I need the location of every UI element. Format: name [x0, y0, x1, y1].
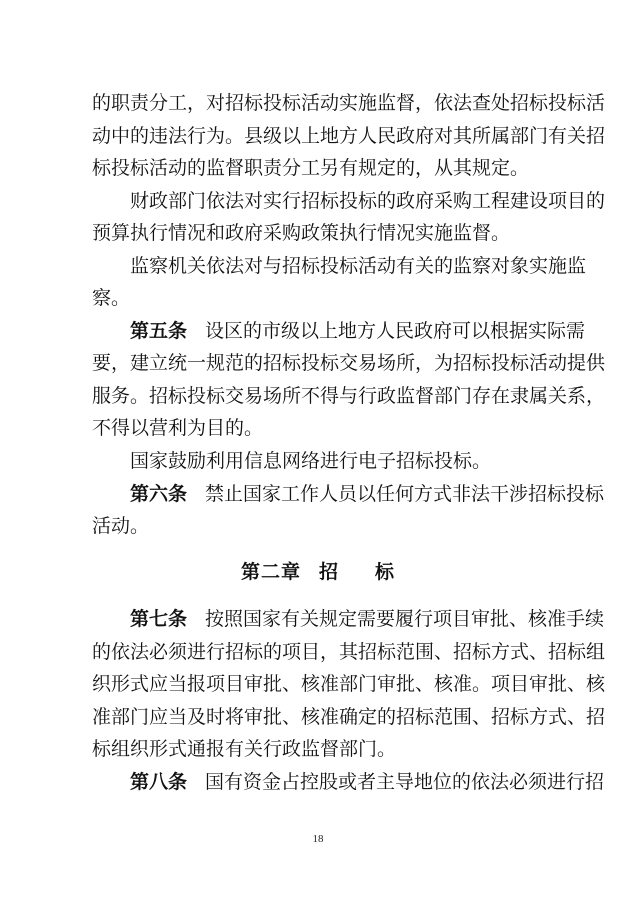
body-text-line: 国家鼓励利用信息网络进行电子招标投标。 — [130, 450, 492, 472]
body-text-line: 标投标活动的监督职责分工另有规定的，从其规定。 — [92, 157, 530, 179]
body-text-line: 察。 — [92, 287, 131, 309]
chapter-number: 第二章 — [240, 561, 301, 583]
body-text-line: 标组织形式通报有关行政监督部门。 — [92, 738, 397, 760]
article-7-text: 按照国家有关规定需要履行项目审批、核准手续 — [205, 608, 605, 630]
article-7-first-line — [130, 604, 605, 634]
body-text-line: 动中的违法行为。县级以上地方人民政府对其所属部门有关招 — [92, 125, 606, 147]
body-text-line: 不得以营利为目的。 — [92, 417, 264, 439]
body-text-line: 监察机关依法对与招标投标活动有关的监察对象实施监 — [130, 255, 587, 277]
body-text-line: 要，建立统一规范的招标投标交易场所，为招标投标活动提供 — [92, 352, 606, 374]
page-number: 18 — [312, 833, 324, 845]
body-text-line: 织形式应当报项目审批、核准部门审批、核准。项目审批、核 — [92, 673, 606, 695]
body-text-line: 财政部门依法对实行招标投标的政府采购工程建设项目的 — [130, 190, 606, 212]
body-text-line: 的依法必须进行招标的项目，其招标范围、招标方式、招标组 — [92, 641, 606, 663]
chapter-title-char: 标 — [375, 561, 396, 583]
article-7-label: 第七条 — [130, 608, 188, 630]
article-5-text: 设区的市级以上地方人民政府可以根据实际需 — [205, 320, 586, 342]
article-8-label: 第八条 — [130, 771, 188, 793]
article-8-text: 国有资金占控股或者主导地位的依法必须进行招 — [205, 771, 605, 793]
body-text-line: 活动。 — [92, 515, 150, 537]
article-5-label: 第五条 — [130, 320, 188, 342]
article-5-first-line — [130, 316, 586, 346]
body-text-line: 的职责分工，对招标投标活动实施监督，依法查处招标投标活 — [92, 92, 606, 114]
article-6-first-line — [130, 479, 605, 509]
body-text-line: 准部门应当及时将审批、核准确定的招标范围、招标方式、招 — [92, 706, 606, 728]
body-text-line: 预算执行情况和政府采购政策执行情况实施监督。 — [92, 222, 511, 244]
article-6-label: 第六条 — [130, 483, 188, 505]
chapter-heading — [0, 557, 636, 587]
article-8-first-line — [130, 767, 605, 797]
chapter-title-char: 招 — [318, 561, 339, 583]
article-6-text: 禁止国家工作人员以任何方式非法干涉招标投标 — [205, 483, 605, 505]
body-text-line: 服务。招标投标交易场所不得与行政监督部门存在隶属关系， — [92, 385, 606, 407]
